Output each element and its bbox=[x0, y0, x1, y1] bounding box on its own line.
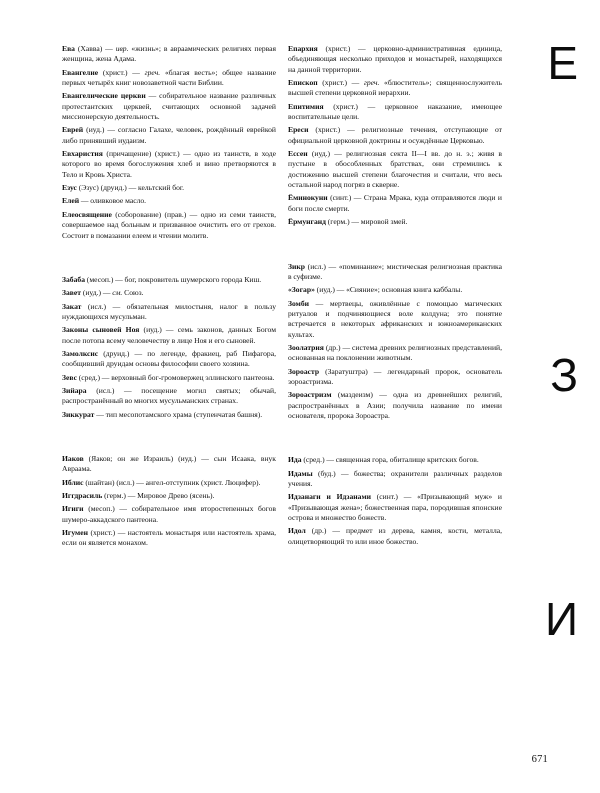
section-letter-z: З bbox=[550, 349, 578, 401]
dictionary-entry: Елей — оливковое масло. bbox=[62, 196, 147, 206]
dictionary-entry: Игумен (христ.) — настоятель монастыря или настоятель храма, если он является монахом. bbox=[62, 528, 276, 548]
right-column-section-i bbox=[288, 455, 502, 547]
dictionary-entry: Зоолатрия (др.) — система древних религиозных представлений, основанная на поклонении животным. bbox=[288, 342, 502, 363]
dictionary-entry: Ида (сред.) — священная гора, обиталище критских богов. bbox=[288, 455, 479, 465]
dictionary-entry: Забаба (месоп.) — бог, покровитель шумерского города Киш. bbox=[62, 274, 262, 284]
dictionary-entry: Замолксис (друид.) — по легенде, фракиец, раб Пифагора, сообщивший друидам основы философии своего хозяина. bbox=[62, 348, 276, 369]
dictionary-entry: Законы сыновей Ноя (иуд.) — семь законов, данных Богом после потопа всему человечеству в лице Ноя и его сыновей. bbox=[62, 325, 276, 345]
dictionary-entry: Зийара (исл.) — посещение могил святых; обычай, распространённый во многих мусульманских странах. bbox=[62, 385, 276, 406]
dictionary-entry: Епархия (христ.) — церковно-административная единица, объединяющая несколько приходов и монастырей, находящихся на данной территории. bbox=[288, 44, 502, 74]
left-column-section-i bbox=[62, 454, 276, 549]
dictionary-entry: Епитимия (христ.) — церковное наказание, имеющее воспитательные цели. bbox=[288, 101, 502, 122]
dictionary-entry: Иггдрасиль (герм.) — Мировое Древо (ясень). bbox=[62, 491, 215, 500]
dictionary-entry: Закат (исл.) — обязательная милостыня, налог в пользу нуждающихся мусульман. bbox=[62, 301, 276, 321]
dictionary-entry: Ессеи (иуд.) — религиозная секта II—I вв. до н. э.; живя в пустыне в обособленных братствах, они стремились к достижению высшей степени благочестия и считали, что весь остальной народ погряз в скверне. bbox=[288, 149, 502, 190]
dictionary-entry: Евхаристия (причащение) (христ.) — одно из таинств, в ходе которого во время богослужения хлеб и вино претворяются в Тело и Кровь Христа. bbox=[62, 149, 276, 179]
dictionary-entry: Ёрмунганд (герм.) — мировой змей. bbox=[288, 217, 408, 227]
dictionary-entry: Зороастр (Заратуштра) — легендарный пророк, основатель зороастризма. bbox=[288, 366, 502, 386]
dictionary-entry: Еврей (иуд.) — согласно Галахе, человек, рождённый еврейкой либо принявший иудаизм. bbox=[62, 125, 276, 145]
dictionary-entry: Елеосвящение (соборование) (прав.) — одно из семи таинств, совершаемое над больным и призванное очистить его от грехов. Состоит в помазании елеем и чтении молитв. bbox=[62, 209, 276, 240]
right-column bbox=[288, 44, 502, 559]
dictionary-entry: Идол (др.) — предмет из дерева, камня, кости, металла, олицетворяющий то или иное божество. bbox=[288, 526, 502, 546]
right-column-section-z bbox=[288, 262, 502, 422]
dictionary-entry: Евангелические церкви — собирательное название различных протестантских церквей, считающих основной задачей миссионерскую деятельность. bbox=[62, 91, 276, 122]
dictionary-entry: Ереси (христ.) — религиозные течения, отступающие от официальной церковной доктрины и осуждённые Церковью. bbox=[288, 125, 502, 145]
dictionary-entry: Идамы (буд.) — божества; охранители различных разделов учения. bbox=[288, 468, 502, 488]
dictionary-entry: Игиги (месоп.) — собирательное имя второстепенных богов шумеро-аккадского пантеона. bbox=[62, 504, 276, 524]
dictionary-entry: Зикр (исл.) — «поминание»; мистическая религиозная практика в суфизме. bbox=[288, 261, 502, 281]
section-letter-i: И bbox=[544, 593, 578, 645]
dictionary-entry: Ева (Хавва) — ивр. «жизнь»; в авраамических религиях первая женщина, жена Адама. bbox=[62, 44, 276, 64]
dictionary-entry: Иаков (Яаков; он же Израиль) (иуд.) — сын Исаака, внук Авраама. bbox=[62, 453, 276, 474]
left-column bbox=[62, 44, 276, 561]
dictionary-entry: Езус (Эзус) (друид.) — кельтский бог. bbox=[62, 183, 185, 193]
dictionary-entry: Иблис (шайтан) (исл.) — ангел-отступник (христ. Люцифер). bbox=[62, 477, 261, 487]
dictionary-entry: Идзанаги и Идзанами (синт.) — «Призывающий муж» и «Призывающая жена»; божественная пара, породившая японские острова и множество божеств. bbox=[288, 492, 502, 523]
section-letter-e: Е bbox=[547, 37, 578, 89]
dictionary-entry: Зиккурат — тип месопотамского храма (ступенчатая башня). bbox=[62, 409, 263, 419]
dictionary-entry: Зевс (сред.) — верховный бог-громовержец эллинского пантеона. bbox=[62, 372, 275, 382]
dictionary-entry: «Зогар» (иуд.) — «Сияние»; основная книга каббалы. bbox=[288, 285, 463, 295]
left-column-section-e bbox=[62, 44, 276, 241]
right-column-section-e bbox=[288, 44, 502, 228]
left-column-section-z bbox=[62, 275, 276, 420]
page-number: 671 bbox=[531, 754, 548, 765]
dictionary-entry: Евангелие (христ.) — греч. «благая весть»; общее название первых четырёх книг новозаветной части Библии. bbox=[62, 67, 276, 88]
two-column-text-body bbox=[62, 44, 502, 744]
dictionary-entry: Зороастризм (маздеизм) — одна из древнейших религий, распространённых в Азии; получила название по имени основателя, пророка Зороастра. bbox=[288, 390, 502, 420]
dictionary-entry: Зомби — мертвецы, оживлённые с помощью магических ритуалов и подчиняющиеся воле колдуна; это понятие встречается в некоторых африканских и южноамериканских культах. bbox=[288, 298, 502, 339]
dictionary-entry: Ёминокуни (синт.) — Страна Мрака, куда отправляются люди и боги после смерти. bbox=[288, 193, 502, 213]
dictionary-entry: Завет (иуд.) — см. Союз. bbox=[62, 288, 144, 298]
dictionary-entry: Епископ (христ.) — греч. «блюститель»; священнослужитель высшей степени церковной иерархии. bbox=[288, 78, 502, 98]
